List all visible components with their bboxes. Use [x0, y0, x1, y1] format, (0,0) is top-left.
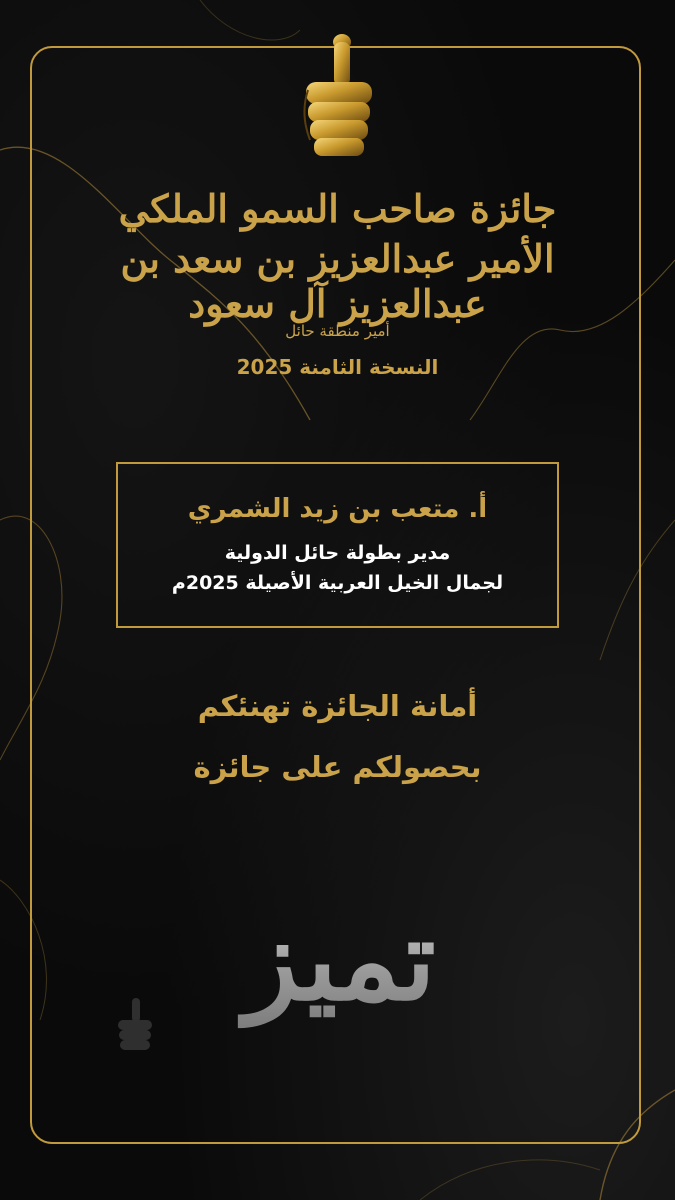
award-edition: النسخة الثامنة 2025 — [236, 355, 439, 379]
award-title-line1: جائزة صاحب السمو الملكي — [118, 186, 557, 231]
congratulation-line2: بحصولكم على جائزة — [193, 749, 482, 784]
faint-thumbs-up-icon — [112, 996, 158, 1056]
gold-thumbs-up-trophy-icon — [296, 28, 380, 160]
award-title-line2: الأمير عبدالعزيز بن سعد بن عبدالعزيز آل سعود — [120, 235, 555, 327]
award-category-name: تميز — [200, 856, 480, 1066]
honoree-role-line2: لجمال الخيل العربية الأصيلة 2025م — [171, 572, 504, 595]
honoree-name: أ. متعب بن زيد الشمري — [187, 494, 488, 524]
honoree-box — [116, 462, 559, 628]
honoree-role-line1: مدير بطولة حائل الدولية — [224, 542, 451, 564]
congratulation-line1: أمانة الجائزة تهنئكم — [197, 689, 478, 723]
award-subtitle: أمير منطقة حائل — [285, 322, 390, 340]
honoree-role — [118, 538, 557, 599]
award-title — [80, 186, 595, 327]
congratulation-message — [80, 676, 595, 798]
